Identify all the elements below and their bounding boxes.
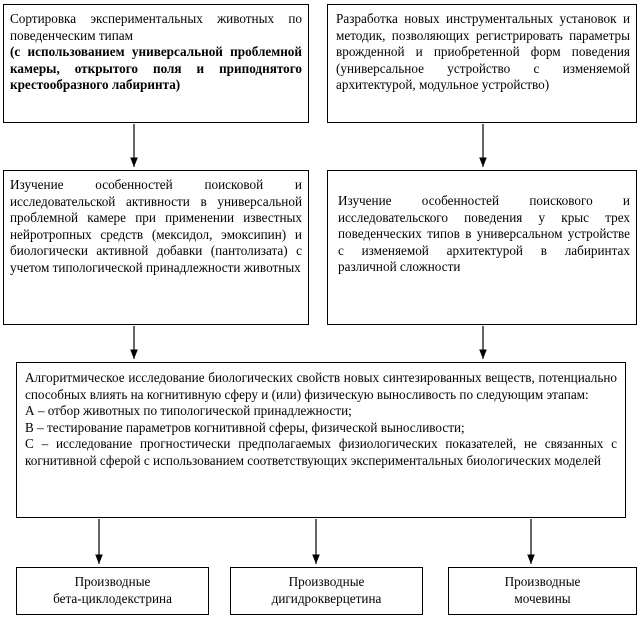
output-substance: дигидрокверцетина: [271, 590, 382, 606]
output-label: Производные: [504, 574, 581, 589]
stage-a: А – отбор животных по типологической принадлежности;: [25, 403, 352, 419]
sorting-details: (с использованием универсальной проблемной камеры, открытого поля и приподнятого крестообразного лабиринта): [10, 44, 302, 93]
stage-c: С – исследование прогностически предполагаемых физиологических показателей, не связанных с когнитивной сферой с использованием соответствующих экспериментальных биологических моделей: [25, 436, 617, 468]
development-box: [327, 4, 637, 123]
development-text: Разработка новых инструментальных установок и методик, позволяющих регистрировать параметры врожденной и приобретенной форм поведения (универсальное устройство с изменяемой архитектурой, модульное устройство): [336, 11, 630, 93]
output-substance: мочевины: [514, 590, 571, 606]
algorithm-intro: Алгоритмическое исследование биологических свойств новых синтезированных веществ, потенциально способных влиять на когнитивную сферу и (или) физическую выносливость по следующим этапам:: [25, 370, 617, 402]
output-label: Производные: [74, 574, 151, 589]
output-substance: бета-циклодекстрина: [53, 590, 172, 606]
stage-b: В – тестирование параметров когнитивной сферы, физической выносливости;: [25, 419, 465, 435]
sorting-title: Сортировка экспериментальных животных по поведенческим типам: [10, 11, 302, 43]
study-left-box: [3, 170, 309, 325]
output-box-urea: [448, 567, 637, 615]
sorting-box: [3, 4, 309, 123]
study-right-box: [327, 170, 637, 325]
study-left-text: Изучение особенностей поисковой и исследовательской активности в универсальной проблемной камере при применении известных нейротропных средств (мексидол, эмоксипин) и биологически активной добавки (пантолизата) с учетом типологической принадлежности животных: [10, 177, 302, 275]
algorithm-box: [16, 362, 626, 518]
study-right-text: Изучение особенностей поискового и исследовательского поведения у крыс трех поведенческих типов в универсальном устройстве с изменяемой архитектурой в лабиринтах различной сложности: [338, 193, 630, 275]
output-box-dihydroquercetin: [230, 567, 423, 615]
output-box-beta-cyclodextrin: [16, 567, 209, 615]
output-label: Производные: [288, 574, 365, 589]
